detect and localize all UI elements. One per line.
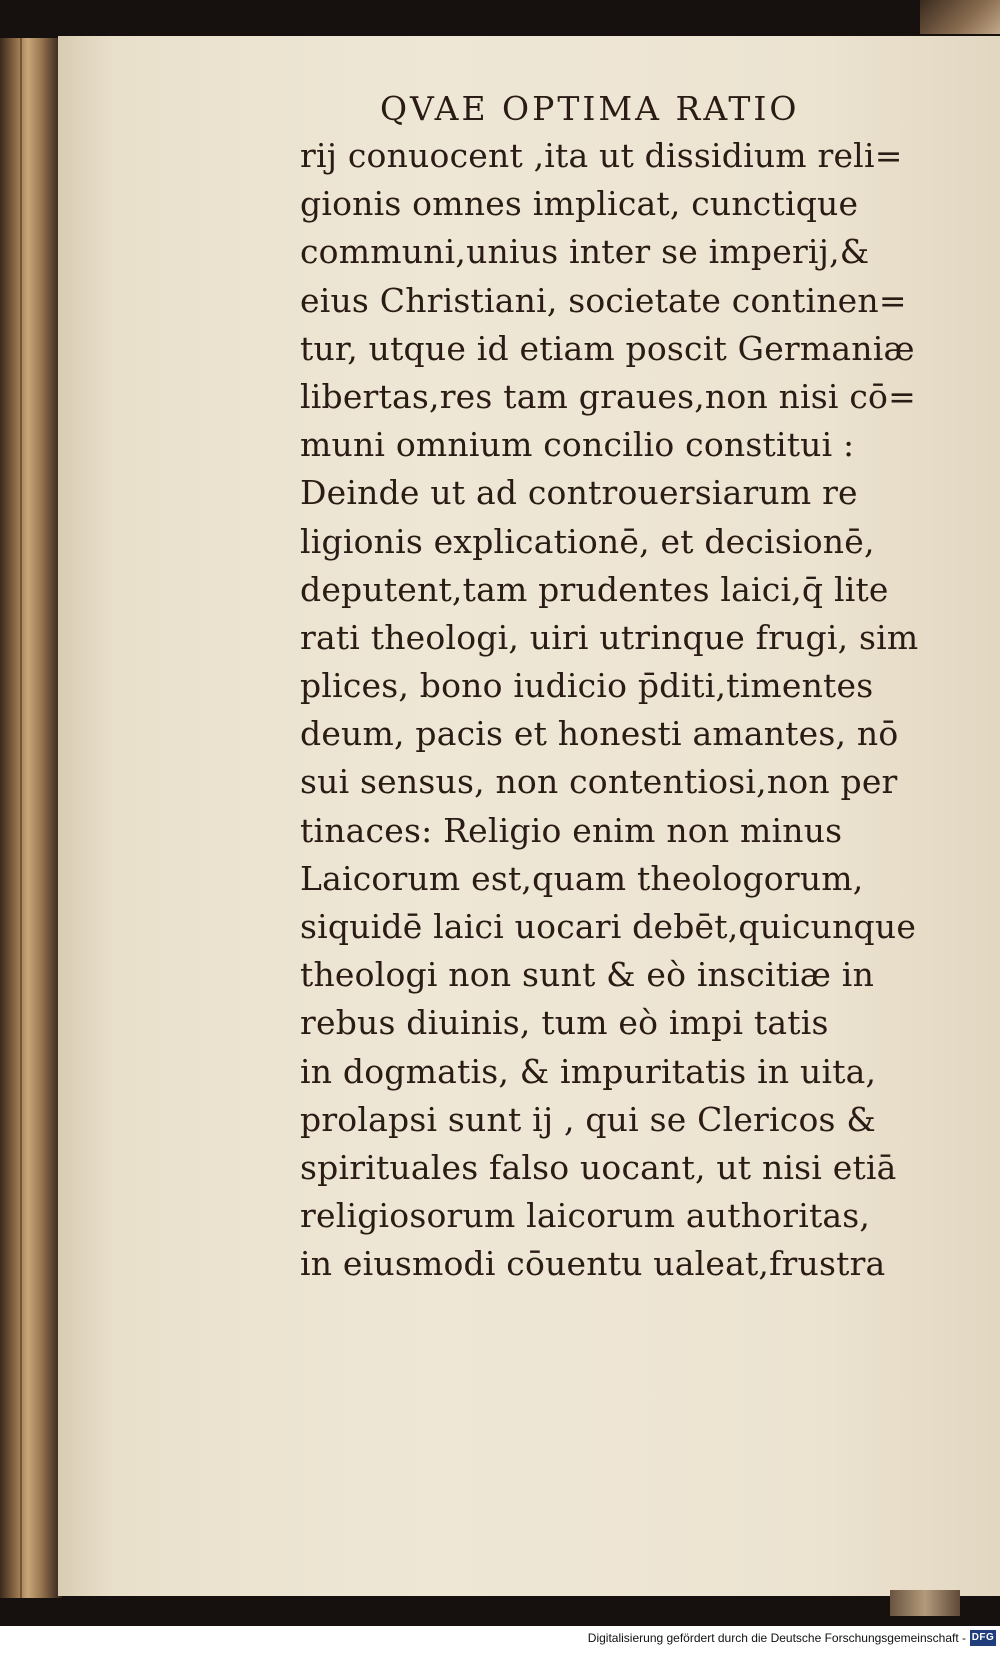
page-bottom-tab xyxy=(890,1590,960,1616)
text-line: communi,unius inter se imperij,& xyxy=(300,232,870,272)
text-line: religiosorum laicorum authoritas, xyxy=(300,1196,871,1236)
dfg-logo-icon: DFG xyxy=(970,1630,996,1646)
text-line: libertas,res tam graues,non nisi cō= xyxy=(300,376,916,416)
running-header: QVAE OPTIMA RATIO xyxy=(380,89,800,128)
text-line: sui sensus, non contentiosi,non per xyxy=(300,762,898,802)
text-line: ligionis explicationē, et decisionē, xyxy=(300,521,875,561)
text-line: spirituales falso uocant, ut nisi etiā xyxy=(300,1147,897,1187)
text-line: deum, pacis et honesti amantes, nō xyxy=(300,714,899,754)
page-text-block xyxy=(300,86,980,1289)
text-line: siquidē laici uocari debēt,quicunque xyxy=(300,907,917,946)
text-line: rati theologi, uiri utrinque frugi, sim xyxy=(300,617,919,657)
book-spine-edge xyxy=(0,38,62,1598)
footer-credit: Digitalisierung gefördert durch die Deutsche Forschungsgemeinschaft - xyxy=(587,1631,966,1645)
text-line: gionis omnes implicat, cunctique xyxy=(300,184,859,224)
text-line: in eiusmodi cōuentu ualeat,frustra xyxy=(300,1244,886,1284)
body-text xyxy=(300,132,980,1289)
footer-bar xyxy=(0,1626,1000,1653)
text-line: plices, bono iudicio p̄diti,timentes xyxy=(300,666,874,706)
text-line: muni omnium concilio constitui : xyxy=(300,425,855,465)
text-line: deputent,tam prudentes laici,q̄ lite xyxy=(300,569,889,609)
text-line: in dogmatis, & impuritatis in uita, xyxy=(300,1051,877,1091)
text-line: rij conuocent ,ita ut dissidium reli= xyxy=(300,136,903,175)
text-line: eius Christiani, societate continen= xyxy=(300,280,907,320)
text-line: theologi non sunt & eò inscitiæ in xyxy=(300,955,875,995)
text-line: Laicorum est,quam theologorum, xyxy=(300,858,864,898)
text-line: rebus diuinis, tum eò impi tatis xyxy=(300,1003,829,1043)
text-line: Deinde ut ad controuersiarum re xyxy=(300,473,858,513)
text-line: tinaces: Religio enim non minus xyxy=(300,810,843,850)
text-line: prolapsi sunt ij , qui se Clericos & xyxy=(300,1099,876,1139)
page-corner-tab xyxy=(920,0,1000,34)
text-line: tur, utque id etiam poscit Germaniæ xyxy=(300,328,915,368)
